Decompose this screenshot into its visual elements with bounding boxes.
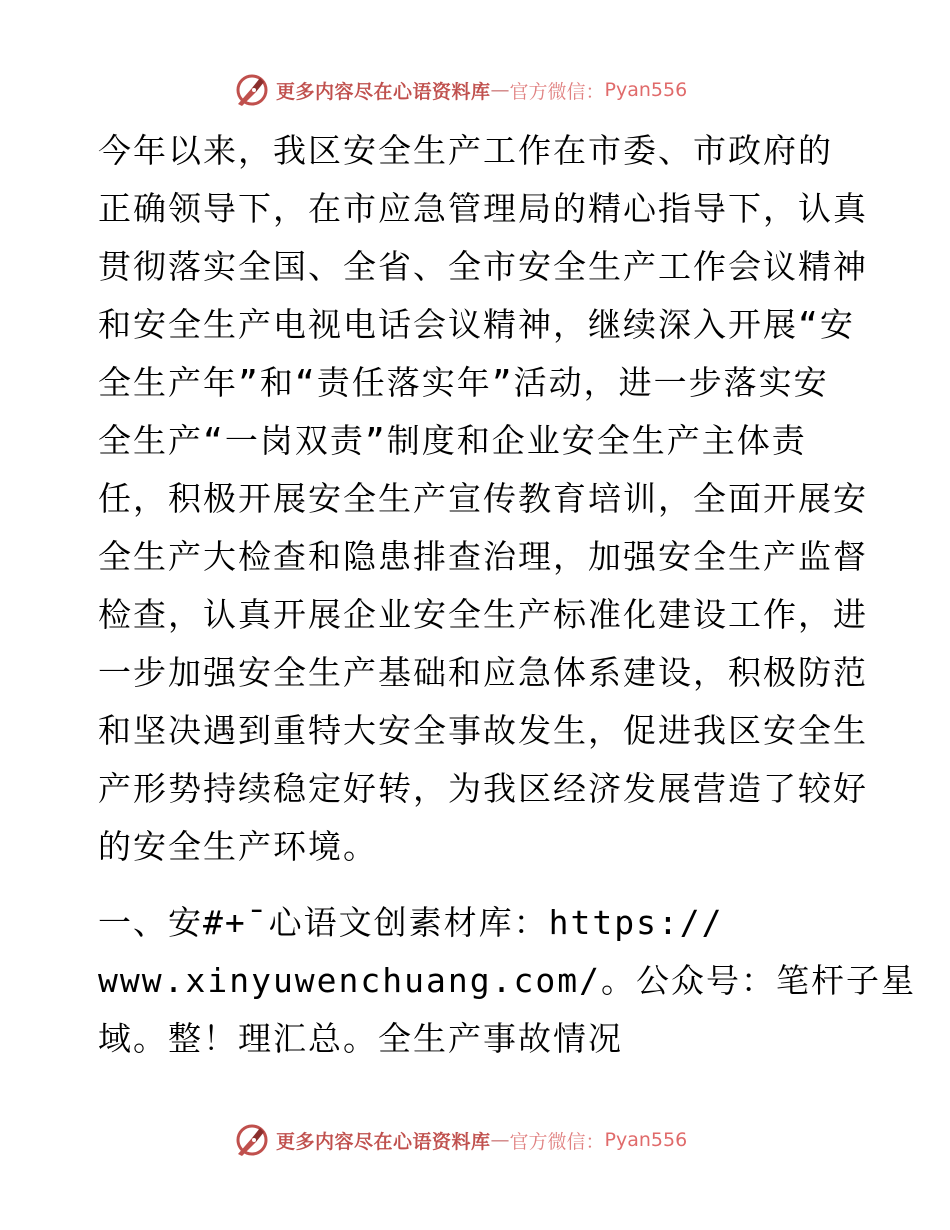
text-line: www.xinyuwenchuang.com/。公众号：笔杆子星 [98, 961, 916, 1000]
text-line: 全生产大检查和隐患排查治理，加强安全生产监督 [98, 537, 868, 576]
banner-wechat-id: Pyan556 [604, 79, 688, 101]
text-line: 和安全生产电视电话会议精神，继续深入开展“安 [98, 305, 855, 344]
text-line: 全生产年”和“责任落实年”活动，进一步落实安 [98, 363, 829, 402]
banner-wechat-id: Pyan556 [604, 1129, 688, 1151]
footer-watermark-banner [232, 1120, 687, 1160]
text-line: 任，积极开展安全生产宣传教育培训，全面开展安 [98, 479, 868, 518]
text-line: 贯彻落实全国、全省、全市安全生产工作会议精神 [98, 247, 868, 286]
banner-wechat-label: 官方微信： [509, 80, 605, 103]
text-line: 正确领导下，在市应急管理局的精心指导下，认真 [98, 189, 868, 228]
banner-title: 更多内容尽在心语资料库 [276, 1130, 491, 1153]
text-line: 全生产“一岗双责”制度和企业安全生产主体责 [98, 421, 807, 460]
text-line: 产形势持续稳定好转，为我区经济发展营造了较好 [98, 769, 868, 808]
text-line: 的安全生产环境。 [98, 827, 378, 866]
banner-title: 更多内容尽在心语资料库 [276, 80, 491, 103]
text-line: 检查，认真开展企业安全生产标准化建设工作，进 [98, 595, 868, 634]
text-line: 域。整！理汇总。全生产事故情况 [98, 1019, 623, 1058]
text-line: 一、安#+¯心语文创素材库：https:// [98, 903, 724, 942]
pen-nib-logo-icon [232, 1120, 272, 1160]
banner-dash: — [490, 1129, 510, 1151]
text-line: 一步加强安全生产基础和应急体系建设，积极防范 [98, 653, 868, 692]
header-watermark-banner [232, 70, 687, 110]
banner-dash: — [490, 79, 510, 101]
paragraph-intro [98, 122, 868, 876]
section-heading-paragraph [98, 894, 916, 1068]
banner-wechat-label: 官方微信： [509, 1130, 605, 1153]
text-line: 今年以来，我区安全生产工作在市委、市政府的 [98, 131, 833, 170]
text-line: 和坚决遇到重特大安全事故发生，促进我区安全生 [98, 711, 868, 750]
pen-nib-logo-icon [232, 70, 272, 110]
